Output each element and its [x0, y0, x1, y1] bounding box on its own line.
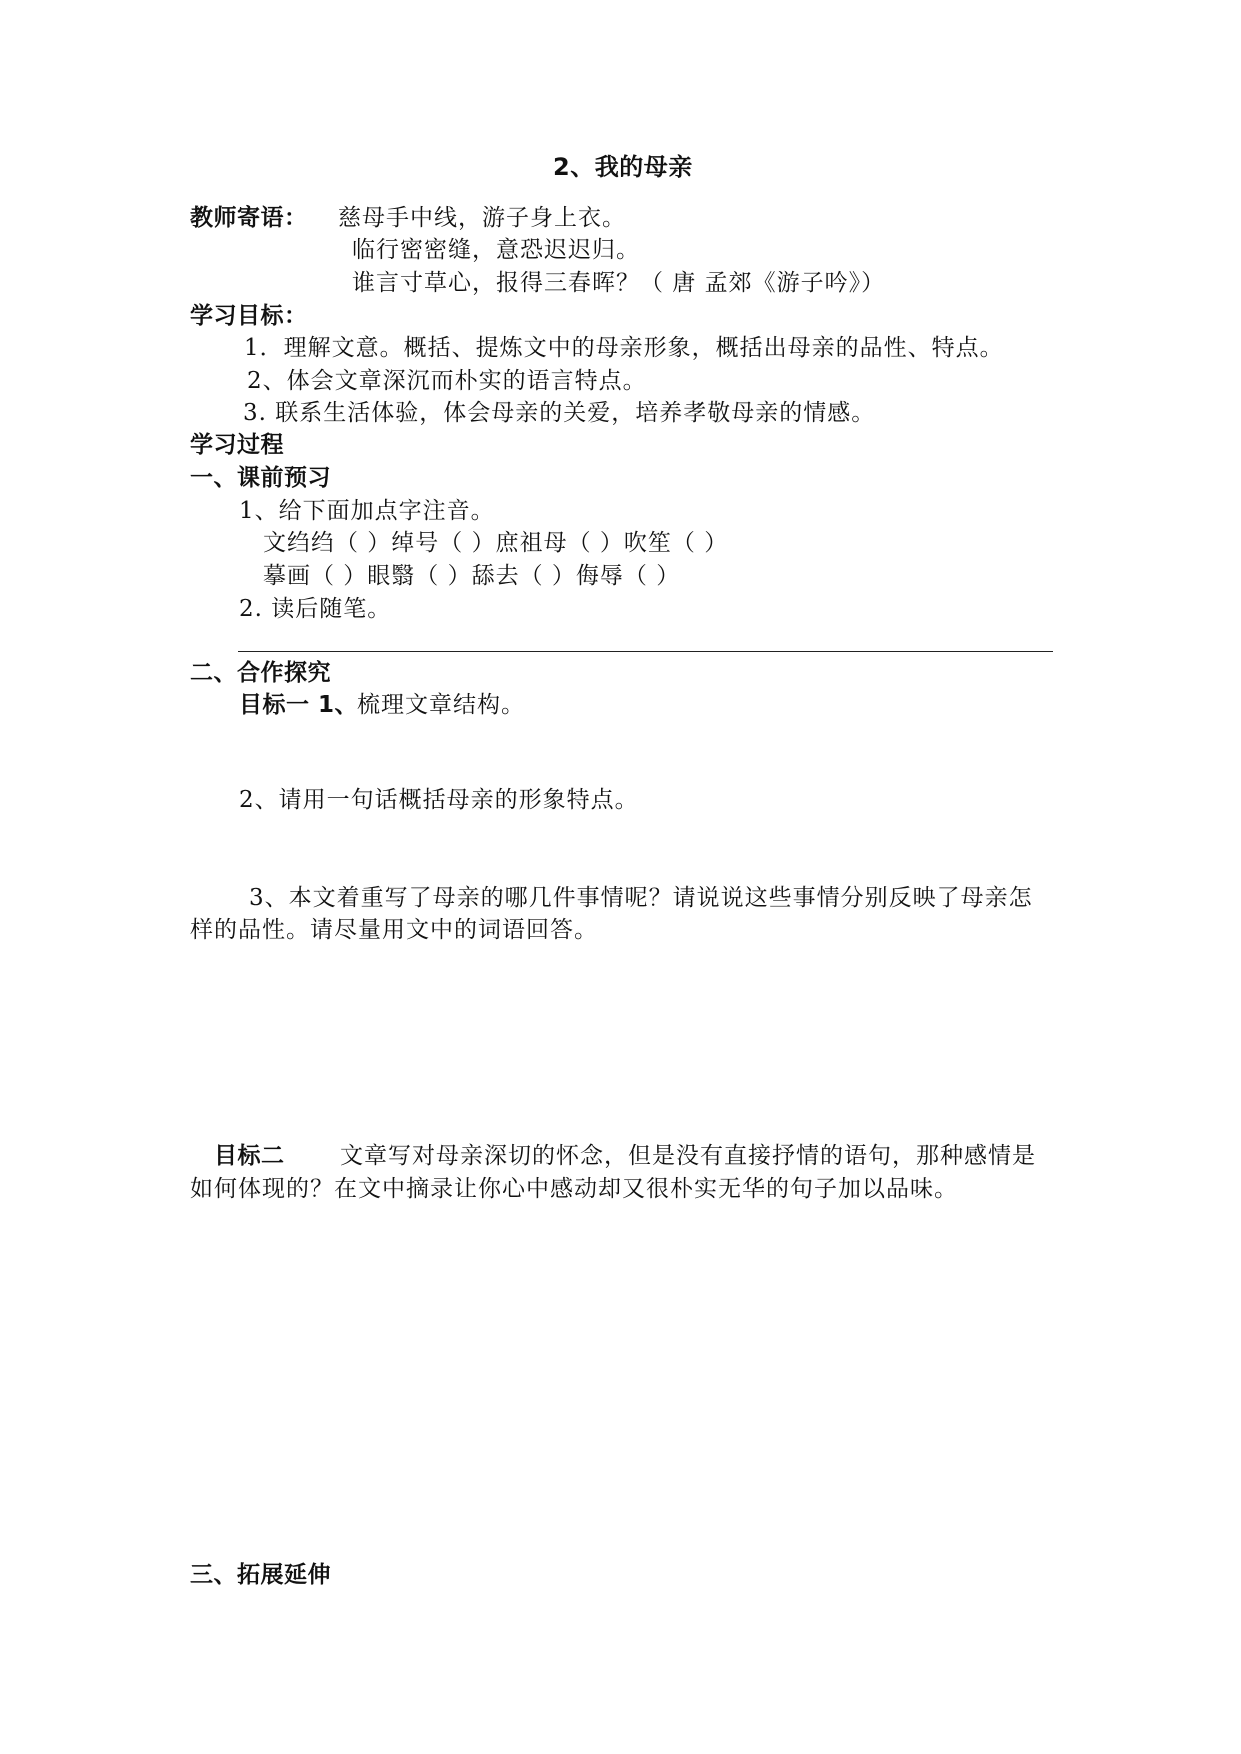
goal-2-label: 目标二	[214, 1143, 285, 1169]
section-1-heading: 一、课前预习	[190, 465, 331, 491]
pinyin-row-1: 文绉绉（ ）绰号（ ）庶祖母（ ）吹笙（ ）	[263, 530, 729, 556]
question-3-line-2: 样的品性。请尽量用文中的词语回答。	[190, 917, 598, 943]
goal-1-text: 梳理文章结构。	[357, 692, 525, 718]
teacher-message-label: 教师寄语：	[190, 205, 308, 231]
reading-notes-item: 2. 读后随笔。	[239, 596, 392, 622]
section-3-heading: 三、拓展延伸	[190, 1562, 331, 1588]
learning-process-heading: 学习过程	[190, 432, 284, 458]
learning-goal-1: 1．理解文意。概括、提炼文中的母亲形象，概括出母亲的品性、特点。	[244, 335, 1004, 361]
poem-line-2: 临行密密缝，意恐迟迟归。	[352, 237, 640, 263]
question-2: 2、请用一句话概括母亲的形象特点。	[239, 787, 639, 813]
page-title: 2、我的母亲	[553, 153, 693, 181]
goal-1-label: 目标一 1、	[239, 692, 359, 718]
question-3-line-1: 3、本文着重写了母亲的哪几件事情呢？请说说这些事情分别反映了母亲怎	[249, 885, 1033, 911]
learning-goal-3: 3. 联系生活体验，体会母亲的关爱，培养孝敬母亲的情感。	[243, 400, 876, 426]
goal-2-line-2: 如何体现的？在文中摘录让你心中感动却又很朴实无华的句子加以品味。	[190, 1176, 958, 1202]
poem-line-1: 慈母手中线，游子身上衣。	[338, 205, 626, 231]
section-2-heading: 二、合作探究	[190, 660, 331, 686]
poem-line-3: 谁言寸草心，报得三春晖？（ 唐 孟郊《游子吟》）	[352, 270, 886, 296]
goal-2-line-1: 文章写对母亲深切的怀念，但是没有直接抒情的语句，那种感情是	[340, 1143, 1036, 1169]
learning-goals-heading: 学习目标：	[190, 303, 308, 329]
pinyin-instruction: 1、给下面加点字注音。	[239, 498, 495, 524]
learning-goal-2: 2、体会文章深沉而朴实的语言特点。	[247, 368, 647, 394]
pinyin-row-2: 摹画（ ）眼翳（ ）舔去（ ）侮辱（ ）	[263, 563, 681, 589]
answer-line	[238, 651, 1053, 652]
